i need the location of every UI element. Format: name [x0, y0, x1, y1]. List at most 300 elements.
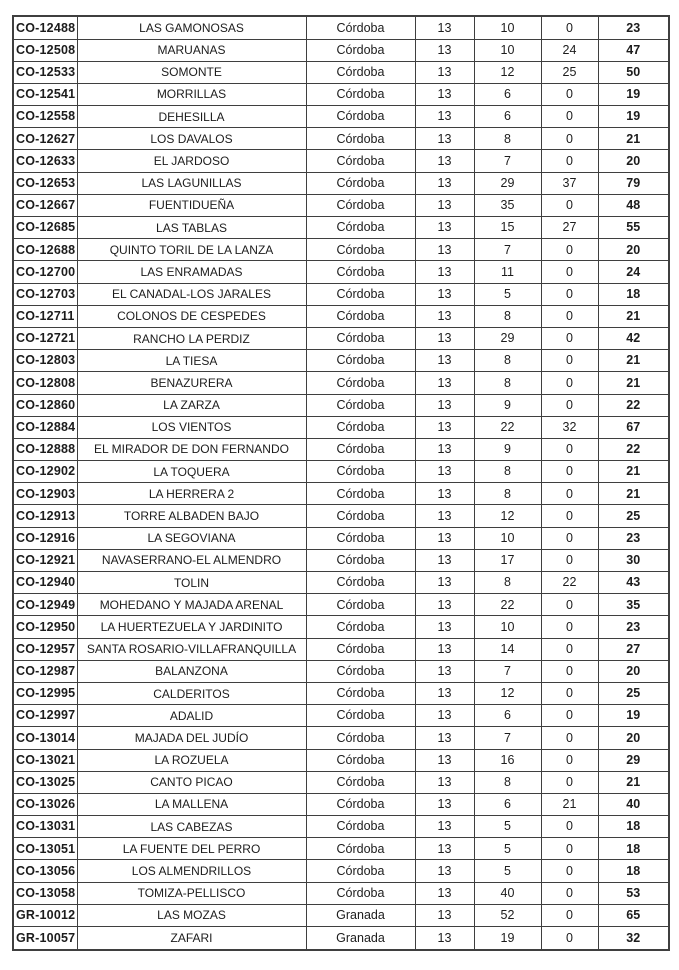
- value3-cell: 0: [541, 816, 598, 838]
- value3-cell: 0: [541, 705, 598, 727]
- province-cell: Córdoba: [306, 616, 415, 638]
- table-row: [13, 83, 669, 105]
- value1-cell: 13: [415, 838, 474, 860]
- province-cell: Córdoba: [306, 394, 415, 416]
- table-row: [13, 749, 669, 771]
- code-cell: CO-12888: [13, 438, 77, 460]
- code-cell: CO-12541: [13, 83, 77, 105]
- province-cell: Córdoba: [306, 217, 415, 239]
- value3-cell: 0: [541, 16, 598, 39]
- value3-cell: 0: [541, 527, 598, 549]
- table-row: [13, 194, 669, 216]
- value3-cell: 0: [541, 350, 598, 372]
- name-cell: LOS DAVALOS: [77, 128, 306, 150]
- table-row: [13, 106, 669, 128]
- value3-cell: 0: [541, 660, 598, 682]
- name-cell: LOS VIENTOS: [77, 416, 306, 438]
- value3-cell: 0: [541, 128, 598, 150]
- value2-cell: 7: [474, 660, 541, 682]
- value2-cell: 5: [474, 838, 541, 860]
- total-cell: 53: [598, 882, 669, 904]
- value3-cell: 22: [541, 572, 598, 594]
- total-cell: 25: [598, 505, 669, 527]
- table-row: [13, 483, 669, 505]
- table-row: [13, 372, 669, 394]
- total-cell: 21: [598, 128, 669, 150]
- province-cell: Córdoba: [306, 239, 415, 261]
- value2-cell: 14: [474, 638, 541, 660]
- value1-cell: 13: [415, 705, 474, 727]
- value3-cell: 0: [541, 749, 598, 771]
- value2-cell: 5: [474, 283, 541, 305]
- table-row: [13, 39, 669, 61]
- code-cell: GR-10057: [13, 927, 77, 950]
- name-cell: QUINTO TORIL DE LA LANZA: [77, 239, 306, 261]
- value1-cell: 13: [415, 239, 474, 261]
- value3-cell: 0: [541, 239, 598, 261]
- value1-cell: 13: [415, 549, 474, 571]
- value1-cell: 13: [415, 505, 474, 527]
- value3-cell: 21: [541, 793, 598, 815]
- value2-cell: 10: [474, 16, 541, 39]
- value2-cell: 7: [474, 150, 541, 172]
- table-row: [13, 904, 669, 926]
- value2-cell: 29: [474, 172, 541, 194]
- table-row: [13, 705, 669, 727]
- name-cell: MARUANAS: [77, 39, 306, 61]
- value2-cell: 8: [474, 128, 541, 150]
- code-cell: GR-10012: [13, 904, 77, 926]
- table-row: [13, 172, 669, 194]
- value3-cell: 0: [541, 771, 598, 793]
- code-cell: CO-12957: [13, 638, 77, 660]
- total-cell: 20: [598, 660, 669, 682]
- province-cell: Córdoba: [306, 438, 415, 460]
- code-cell: CO-12627: [13, 128, 77, 150]
- province-cell: Córdoba: [306, 350, 415, 372]
- value1-cell: 13: [415, 616, 474, 638]
- value3-cell: 24: [541, 39, 598, 61]
- value2-cell: 35: [474, 194, 541, 216]
- table-row: [13, 150, 669, 172]
- total-cell: 50: [598, 61, 669, 83]
- table-row: [13, 727, 669, 749]
- code-cell: CO-12940: [13, 572, 77, 594]
- value2-cell: 8: [474, 305, 541, 327]
- code-cell: CO-12688: [13, 239, 77, 261]
- value2-cell: 7: [474, 239, 541, 261]
- value3-cell: 0: [541, 461, 598, 483]
- code-cell: CO-13014: [13, 727, 77, 749]
- value2-cell: 5: [474, 860, 541, 882]
- value1-cell: 13: [415, 350, 474, 372]
- table-row: [13, 416, 669, 438]
- name-cell: LA ROZUELA: [77, 749, 306, 771]
- code-cell: CO-12808: [13, 372, 77, 394]
- name-cell: SOMONTE: [77, 61, 306, 83]
- code-cell: CO-12916: [13, 527, 77, 549]
- name-cell: LAS TABLAS: [77, 217, 306, 239]
- value2-cell: 22: [474, 594, 541, 616]
- name-cell: LAS LAGUNILLAS: [77, 172, 306, 194]
- name-cell: CANTO PICAO: [77, 771, 306, 793]
- total-cell: 21: [598, 350, 669, 372]
- value1-cell: 13: [415, 150, 474, 172]
- value1-cell: 13: [415, 660, 474, 682]
- province-cell: Córdoba: [306, 172, 415, 194]
- table-row: [13, 527, 669, 549]
- value3-cell: 0: [541, 838, 598, 860]
- value1-cell: 13: [415, 927, 474, 950]
- value1-cell: 13: [415, 217, 474, 239]
- value3-cell: 25: [541, 61, 598, 83]
- value1-cell: 13: [415, 305, 474, 327]
- total-cell: 29: [598, 749, 669, 771]
- total-cell: 22: [598, 438, 669, 460]
- table-row: [13, 793, 669, 815]
- code-cell: CO-12508: [13, 39, 77, 61]
- name-cell: DEHESILLA: [77, 106, 306, 128]
- code-cell: CO-12950: [13, 616, 77, 638]
- province-cell: Córdoba: [306, 505, 415, 527]
- value1-cell: 13: [415, 727, 474, 749]
- province-cell: Córdoba: [306, 882, 415, 904]
- province-cell: Córdoba: [306, 150, 415, 172]
- code-cell: CO-13025: [13, 771, 77, 793]
- name-cell: EL JARDOSO: [77, 150, 306, 172]
- value2-cell: 12: [474, 61, 541, 83]
- value1-cell: 13: [415, 172, 474, 194]
- table-row: [13, 438, 669, 460]
- total-cell: 42: [598, 327, 669, 349]
- name-cell: MOHEDANO Y MAJADA ARENAL: [77, 594, 306, 616]
- value2-cell: 17: [474, 549, 541, 571]
- total-cell: 79: [598, 172, 669, 194]
- code-cell: CO-12903: [13, 483, 77, 505]
- value3-cell: 0: [541, 505, 598, 527]
- total-cell: 67: [598, 416, 669, 438]
- total-cell: 18: [598, 283, 669, 305]
- table-row: [13, 505, 669, 527]
- province-cell: Córdoba: [306, 838, 415, 860]
- table-row: [13, 882, 669, 904]
- code-cell: CO-12533: [13, 61, 77, 83]
- province-cell: Córdoba: [306, 416, 415, 438]
- province-cell: Córdoba: [306, 483, 415, 505]
- name-cell: MORRILLAS: [77, 83, 306, 105]
- value2-cell: 10: [474, 527, 541, 549]
- value1-cell: 13: [415, 39, 474, 61]
- name-cell: FUENTIDUEÑA: [77, 194, 306, 216]
- value2-cell: 8: [474, 372, 541, 394]
- code-cell: CO-12667: [13, 194, 77, 216]
- code-cell: CO-12884: [13, 416, 77, 438]
- value1-cell: 13: [415, 771, 474, 793]
- name-cell: LAS MOZAS: [77, 904, 306, 926]
- name-cell: ADALID: [77, 705, 306, 727]
- province-cell: Granada: [306, 927, 415, 950]
- table-row: [13, 217, 669, 239]
- code-cell: CO-12633: [13, 150, 77, 172]
- table-row: [13, 128, 669, 150]
- value3-cell: 0: [541, 638, 598, 660]
- value3-cell: 0: [541, 594, 598, 616]
- name-cell: LOS ALMENDRILLOS: [77, 860, 306, 882]
- value1-cell: 13: [415, 749, 474, 771]
- value2-cell: 8: [474, 461, 541, 483]
- province-cell: Córdoba: [306, 860, 415, 882]
- total-cell: 22: [598, 394, 669, 416]
- value3-cell: 0: [541, 305, 598, 327]
- total-cell: 19: [598, 705, 669, 727]
- value3-cell: 37: [541, 172, 598, 194]
- province-cell: Córdoba: [306, 682, 415, 704]
- table-row: [13, 660, 669, 682]
- value2-cell: 52: [474, 904, 541, 926]
- total-cell: 40: [598, 793, 669, 815]
- value3-cell: 0: [541, 860, 598, 882]
- value1-cell: 13: [415, 682, 474, 704]
- code-cell: CO-12921: [13, 549, 77, 571]
- code-cell: CO-12860: [13, 394, 77, 416]
- province-cell: Córdoba: [306, 106, 415, 128]
- table-row: [13, 638, 669, 660]
- value1-cell: 13: [415, 16, 474, 39]
- total-cell: 65: [598, 904, 669, 926]
- value1-cell: 13: [415, 61, 474, 83]
- total-cell: 20: [598, 239, 669, 261]
- value2-cell: 6: [474, 705, 541, 727]
- value3-cell: 0: [541, 261, 598, 283]
- value1-cell: 13: [415, 793, 474, 815]
- code-cell: CO-12995: [13, 682, 77, 704]
- value2-cell: 9: [474, 394, 541, 416]
- value2-cell: 8: [474, 572, 541, 594]
- name-cell: LA HUERTEZUELA Y JARDINITO: [77, 616, 306, 638]
- total-cell: 35: [598, 594, 669, 616]
- code-cell: CO-13056: [13, 860, 77, 882]
- code-cell: CO-12913: [13, 505, 77, 527]
- records-table-body: [13, 16, 669, 950]
- value3-cell: 0: [541, 549, 598, 571]
- code-cell: CO-13026: [13, 793, 77, 815]
- table-row: [13, 461, 669, 483]
- code-cell: CO-12653: [13, 172, 77, 194]
- province-cell: Córdoba: [306, 549, 415, 571]
- value3-cell: 0: [541, 106, 598, 128]
- province-cell: Córdoba: [306, 128, 415, 150]
- total-cell: 21: [598, 461, 669, 483]
- province-cell: Córdoba: [306, 39, 415, 61]
- total-cell: 23: [598, 616, 669, 638]
- total-cell: 21: [598, 771, 669, 793]
- table-row: [13, 16, 669, 39]
- value2-cell: 7: [474, 727, 541, 749]
- table-row: [13, 394, 669, 416]
- value3-cell: 0: [541, 194, 598, 216]
- table-row: [13, 61, 669, 83]
- total-cell: 19: [598, 106, 669, 128]
- code-cell: CO-13051: [13, 838, 77, 860]
- name-cell: EL CANADAL-LOS JARALES: [77, 283, 306, 305]
- code-cell: CO-12711: [13, 305, 77, 327]
- name-cell: LAS CABEZAS: [77, 816, 306, 838]
- province-cell: Córdoba: [306, 305, 415, 327]
- value3-cell: 0: [541, 327, 598, 349]
- total-cell: 21: [598, 305, 669, 327]
- value3-cell: 0: [541, 904, 598, 926]
- total-cell: 19: [598, 83, 669, 105]
- value3-cell: 0: [541, 394, 598, 416]
- name-cell: BENAZURERA: [77, 372, 306, 394]
- value1-cell: 13: [415, 372, 474, 394]
- value1-cell: 13: [415, 261, 474, 283]
- name-cell: SANTA ROSARIO-VILLAFRANQUILLA: [77, 638, 306, 660]
- value2-cell: 6: [474, 83, 541, 105]
- value1-cell: 13: [415, 106, 474, 128]
- value3-cell: 0: [541, 927, 598, 950]
- code-cell: CO-12685: [13, 217, 77, 239]
- name-cell: COLONOS DE CESPEDES: [77, 305, 306, 327]
- table-row: [13, 594, 669, 616]
- table-row: [13, 838, 669, 860]
- value1-cell: 13: [415, 394, 474, 416]
- value1-cell: 13: [415, 194, 474, 216]
- value1-cell: 13: [415, 327, 474, 349]
- value2-cell: 10: [474, 39, 541, 61]
- value3-cell: 0: [541, 372, 598, 394]
- code-cell: CO-12949: [13, 594, 77, 616]
- value2-cell: 5: [474, 816, 541, 838]
- value2-cell: 15: [474, 217, 541, 239]
- name-cell: MAJADA DEL JUDÍO: [77, 727, 306, 749]
- total-cell: 20: [598, 727, 669, 749]
- value1-cell: 13: [415, 594, 474, 616]
- total-cell: 24: [598, 261, 669, 283]
- province-cell: Granada: [306, 904, 415, 926]
- value2-cell: 19: [474, 927, 541, 950]
- total-cell: 30: [598, 549, 669, 571]
- value2-cell: 22: [474, 416, 541, 438]
- value2-cell: 29: [474, 327, 541, 349]
- province-cell: Córdoba: [306, 705, 415, 727]
- value2-cell: 8: [474, 771, 541, 793]
- value1-cell: 13: [415, 128, 474, 150]
- name-cell: TOLIN: [77, 572, 306, 594]
- code-cell: CO-12987: [13, 660, 77, 682]
- value3-cell: 0: [541, 283, 598, 305]
- value3-cell: 0: [541, 616, 598, 638]
- value3-cell: 32: [541, 416, 598, 438]
- province-cell: Córdoba: [306, 638, 415, 660]
- province-cell: Córdoba: [306, 816, 415, 838]
- value2-cell: 6: [474, 793, 541, 815]
- province-cell: Córdoba: [306, 83, 415, 105]
- name-cell: EL MIRADOR DE DON FERNANDO: [77, 438, 306, 460]
- total-cell: 25: [598, 682, 669, 704]
- name-cell: LAS ENRAMADAS: [77, 261, 306, 283]
- value2-cell: 8: [474, 350, 541, 372]
- value3-cell: 0: [541, 727, 598, 749]
- value3-cell: 0: [541, 882, 598, 904]
- name-cell: NAVASERRANO-EL ALMENDRO: [77, 549, 306, 571]
- table-row: [13, 860, 669, 882]
- value1-cell: 13: [415, 816, 474, 838]
- value1-cell: 13: [415, 283, 474, 305]
- total-cell: 23: [598, 527, 669, 549]
- value2-cell: 12: [474, 682, 541, 704]
- code-cell: CO-12997: [13, 705, 77, 727]
- table-row: [13, 572, 669, 594]
- total-cell: 32: [598, 927, 669, 950]
- province-cell: Córdoba: [306, 594, 415, 616]
- total-cell: 18: [598, 838, 669, 860]
- total-cell: 20: [598, 150, 669, 172]
- table-row: [13, 305, 669, 327]
- table-row: [13, 327, 669, 349]
- value3-cell: 0: [541, 682, 598, 704]
- value3-cell: 27: [541, 217, 598, 239]
- province-cell: Córdoba: [306, 261, 415, 283]
- province-cell: Córdoba: [306, 771, 415, 793]
- total-cell: 23: [598, 16, 669, 39]
- table-row: [13, 350, 669, 372]
- name-cell: TORRE ALBADEN BAJO: [77, 505, 306, 527]
- name-cell: LA SEGOVIANA: [77, 527, 306, 549]
- total-cell: 27: [598, 638, 669, 660]
- value3-cell: 0: [541, 438, 598, 460]
- province-cell: Córdoba: [306, 572, 415, 594]
- value2-cell: 16: [474, 749, 541, 771]
- total-cell: 18: [598, 860, 669, 882]
- value1-cell: 13: [415, 527, 474, 549]
- value1-cell: 13: [415, 882, 474, 904]
- value2-cell: 40: [474, 882, 541, 904]
- code-cell: CO-12488: [13, 16, 77, 39]
- province-cell: Córdoba: [306, 372, 415, 394]
- code-cell: CO-12700: [13, 261, 77, 283]
- province-cell: Córdoba: [306, 327, 415, 349]
- table-row: [13, 682, 669, 704]
- name-cell: ZAFARI: [77, 927, 306, 950]
- name-cell: LA TIESA: [77, 350, 306, 372]
- total-cell: 48: [598, 194, 669, 216]
- records-table: [12, 15, 670, 951]
- table-row: [13, 549, 669, 571]
- code-cell: CO-12803: [13, 350, 77, 372]
- table-row: [13, 239, 669, 261]
- total-cell: 55: [598, 217, 669, 239]
- code-cell: CO-12703: [13, 283, 77, 305]
- value2-cell: 10: [474, 616, 541, 638]
- province-cell: Córdoba: [306, 749, 415, 771]
- province-cell: Córdoba: [306, 461, 415, 483]
- code-cell: CO-12902: [13, 461, 77, 483]
- value1-cell: 13: [415, 904, 474, 926]
- name-cell: LA FUENTE DEL PERRO: [77, 838, 306, 860]
- value1-cell: 13: [415, 83, 474, 105]
- total-cell: 43: [598, 572, 669, 594]
- value3-cell: 0: [541, 83, 598, 105]
- code-cell: CO-13021: [13, 749, 77, 771]
- name-cell: LAS GAMONOSAS: [77, 16, 306, 39]
- value3-cell: 0: [541, 483, 598, 505]
- code-cell: CO-13058: [13, 882, 77, 904]
- province-cell: Córdoba: [306, 283, 415, 305]
- value1-cell: 13: [415, 860, 474, 882]
- name-cell: RANCHO LA PERDIZ: [77, 327, 306, 349]
- value2-cell: 6: [474, 106, 541, 128]
